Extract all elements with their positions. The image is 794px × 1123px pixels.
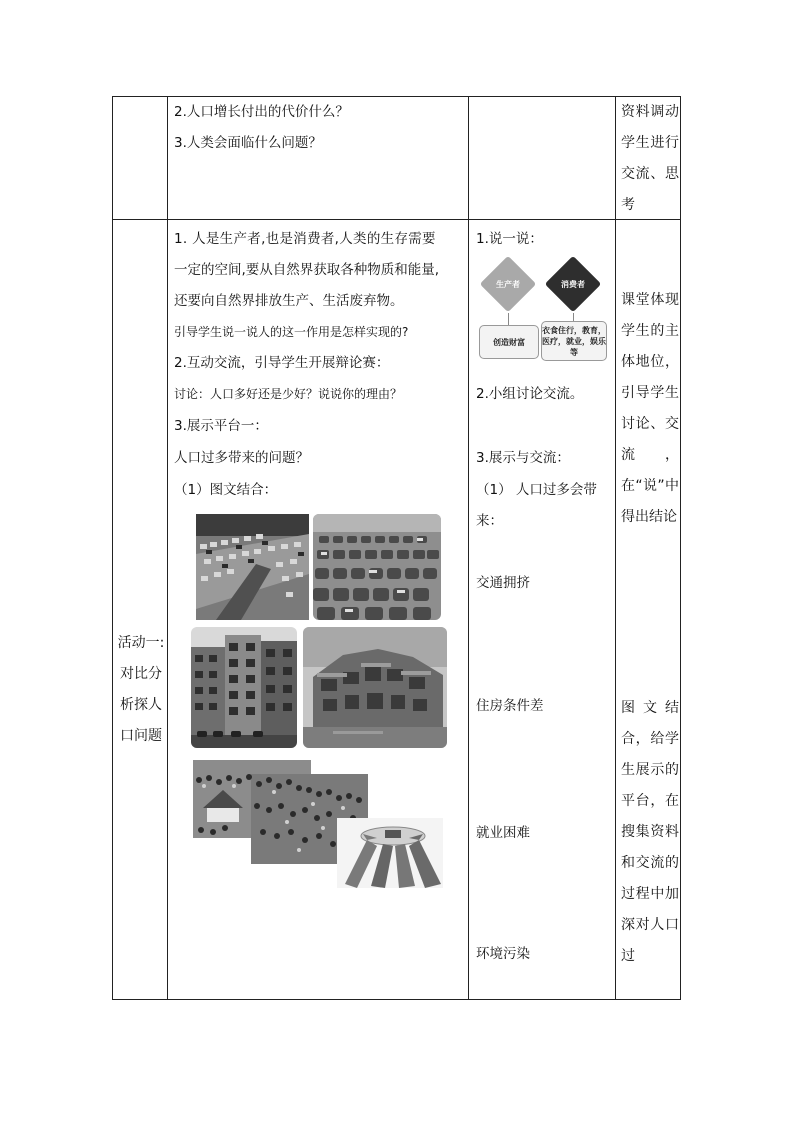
problem-employment: 就业困难 (476, 825, 530, 841)
student-point-3-sub-line-2: 来： (476, 513, 503, 529)
table-border-bottom (112, 999, 681, 1000)
teacher-point-3: 3.展示平台一： (174, 418, 268, 434)
consumer-diamond (545, 256, 601, 312)
producer-result-box: 创造财富 (479, 325, 539, 359)
employment-diagram-image (337, 818, 443, 888)
consumer-result-box: 衣食住行，教育，医疗，就业，娱乐等 (541, 321, 607, 361)
student-point-3: 3.展示与交流： (476, 450, 570, 466)
problem-traffic: 交通拥挤 (476, 575, 530, 591)
student-point-1: 1.说一说： (476, 231, 543, 247)
student-point-3-sub-line-1: （1） 人口过多会带 (476, 482, 597, 498)
table-col-divider-2 (468, 96, 469, 1000)
teacher-point-1-line-3: 还要向自然界排放生产、生活废弃物。 (174, 293, 404, 309)
consumer-label: 消费者 (561, 279, 585, 289)
activity-label: 活动一:对比分析探人口问题 (117, 635, 165, 744)
table-border-top (112, 96, 681, 97)
teacher-point-3-sub: （1）图文结合： (174, 482, 278, 498)
problem-environment: 环境污染 (476, 946, 530, 962)
question-3: 3.人类会面临什么问题？ (174, 135, 322, 151)
producer-connector (508, 313, 509, 325)
design-intent-row1: 资料调动学生进行交流、思考 (621, 104, 679, 213)
teacher-guide-text: 引导学生说一说人的这一作用是怎样实现的? (174, 325, 409, 339)
table-border-right (680, 96, 681, 1000)
student-point-2: 2.小组讨论交流。 (476, 386, 584, 402)
design-intent-2: 图文结合，给学生展示的平台，在搜集资料和交流的过程中加深对人口过 (621, 700, 679, 964)
teacher-point-1-line-1: 1. 人是生产者,也是消费者,人类的生存需要 (174, 231, 436, 247)
housing-photo-1 (191, 627, 297, 748)
table-row-divider (112, 219, 681, 220)
housing-photo-2 (303, 627, 447, 748)
design-intent-1: 课堂体现学生的主体地位，引导学生讨论、交流，在“说”中得出结论 (621, 292, 679, 525)
problem-housing: 住房条件差 (476, 698, 544, 714)
question-2: 2.人口增长付出的代价什么？ (174, 104, 349, 120)
table-col-divider-3 (615, 96, 616, 1000)
teacher-discussion-text: 讨论：人口多好还是少好？说说你的理由？ (174, 387, 403, 401)
table-col-divider-1 (167, 96, 168, 1000)
producer-label: 生产者 (496, 279, 520, 289)
traffic-jam-photo-2 (313, 514, 441, 620)
producer-diamond (480, 256, 536, 312)
traffic-jam-photo-1 (196, 514, 309, 620)
table-border-left (112, 96, 113, 1000)
teacher-point-1-line-2: 一定的空间,要从自然界获取各种物质和能量, (174, 262, 440, 278)
teacher-point-3-question: 人口过多带来的问题？ (174, 450, 309, 466)
teacher-point-2: 2.互动交流，引导学生开展辩论赛： (174, 355, 390, 371)
